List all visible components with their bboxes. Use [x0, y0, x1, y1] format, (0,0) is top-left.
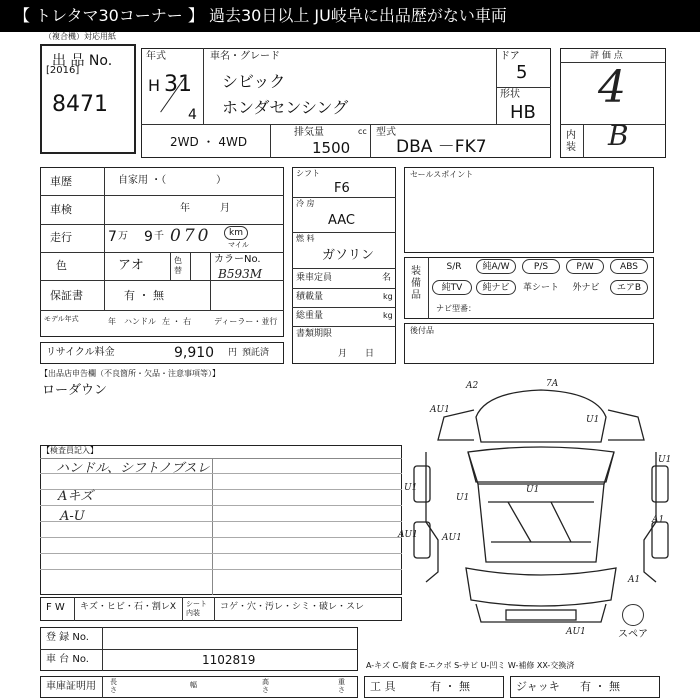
size-length: 長さ [110, 678, 117, 694]
jack-label: ジャッキ [516, 680, 560, 693]
equip-leather: 革シート [522, 283, 559, 293]
year-era: H [148, 76, 161, 95]
interior-label: 内装 [566, 130, 576, 153]
doc-label: 書類期限 [296, 329, 333, 339]
color-label: 色 [56, 259, 67, 272]
mark-au1-side: AU1 [398, 530, 418, 540]
inspector-note-2: Aキズ [58, 489, 94, 504]
mark-au1-left: AU1 [430, 405, 450, 415]
mark-u1-center: U1 [526, 485, 540, 495]
handle-value: 左 ・ 右 [162, 317, 192, 326]
navi-model-label: ナビ型番： [436, 304, 476, 313]
damage-legend: A-キズ C-腐食 E-エクボ S-サビ U-凹ミ W-補修 XX-交換済 [366, 661, 575, 670]
weight-unit: kg [383, 311, 393, 320]
recycle-label: リサイクル料金 [46, 347, 115, 358]
after-parts-box [404, 323, 654, 364]
cc-unit: cc [358, 127, 367, 136]
mark-u1-rf: U1 [586, 415, 600, 425]
year-unit: 年 [108, 317, 116, 326]
inspector-label: 【検査員記入】 [42, 446, 98, 455]
equip-abs: ABS [610, 259, 648, 274]
seller-text: ローダウン [42, 383, 108, 398]
lot-label: 出 品 No. [52, 53, 113, 69]
weight-label: 総重量 [296, 311, 324, 321]
size-width: 幅 [190, 681, 197, 689]
load-label: 積載量 [296, 292, 324, 302]
handle-label: ハンドル [124, 317, 156, 326]
mileage-man: 7 [108, 229, 117, 245]
mile-option: マイル [228, 241, 249, 249]
seat-value: コゲ・穴・汚レ・シミ・破レ・スレ [220, 602, 365, 612]
history-label: 車歴 [50, 175, 72, 188]
equip-airbag: エアB [610, 280, 648, 295]
capacity-label: 乗車定員 [296, 273, 333, 283]
equip-aw: 純A/W [476, 259, 516, 274]
body-label: 形状 [500, 89, 520, 100]
color-change-label: 色替 [174, 256, 182, 275]
displacement-label: 排気量 [294, 127, 324, 138]
equip-tv: 純TV [432, 280, 472, 295]
seller-label: 【出品店申告欄（不良箇所・欠品・注意事項等）】 [40, 369, 220, 378]
shift-value: F6 [334, 181, 350, 196]
size-weight: 重さ [338, 678, 345, 694]
mark-au1-rear: AU1 [442, 533, 462, 543]
year-label: 年式 [146, 51, 166, 62]
dealer-label: ディーラー・並行 [214, 317, 278, 326]
capacity-unit: 名 [382, 273, 392, 283]
load-unit: kg [383, 292, 393, 301]
equip-ps: P/S [522, 259, 560, 274]
mileage-rest: 070 [170, 226, 212, 246]
sales-point-box [404, 167, 654, 253]
chassis-label: 車 台 No. [46, 654, 89, 665]
mark-7a: 7A [546, 379, 559, 389]
rating-label: 評 価 点 [590, 51, 623, 61]
mark-u1-left: U1 [404, 483, 418, 493]
seat-label: シート内装 [186, 600, 207, 617]
equip-navi: 純ナビ [476, 280, 516, 295]
body-value: HB [510, 102, 536, 123]
recycle-unit: 円 [228, 348, 238, 358]
model-year-label: モデル年式 [44, 315, 79, 323]
mark-au1-bottom: AU1 [566, 627, 586, 637]
car-name: シビック [222, 72, 286, 91]
shift-label: シフト [296, 169, 320, 178]
displacement-value: 1500 [312, 139, 351, 157]
door-value: 5 [516, 62, 528, 83]
spare-label: スペア [618, 629, 648, 640]
inspector-note-1: ハンドル、シフトノブスレ [56, 461, 210, 476]
equip-sr: S/R [446, 262, 462, 272]
fw-value: キズ・ヒビ・石・割レX [80, 602, 176, 612]
ac-label: 冷 房 [296, 199, 315, 208]
jack-value: 有 ・ 無 [580, 680, 620, 693]
warranty-label: 保証書 [50, 289, 83, 302]
garage-cert-label: 車庫証明用 [46, 681, 96, 692]
size-height: 高さ [262, 678, 269, 694]
tools-value: 有 ・ 無 [430, 680, 470, 693]
lot-number: 8471 [52, 92, 108, 117]
man-unit: 万 [118, 231, 128, 242]
year-value: 31 [164, 72, 192, 97]
model-label: 型式 [376, 127, 396, 138]
color-no-value: B593M [218, 267, 263, 281]
km-option: km [224, 226, 248, 240]
fuel-label: 燃 料 [296, 234, 315, 243]
color-value: アオ [118, 258, 144, 273]
mileage-sen: 9 [144, 229, 153, 245]
sales-point-label: セールスポイント [410, 170, 474, 179]
form-note: （複合機）対応用紙 [44, 32, 116, 41]
registration-label: 登 録 No. [46, 632, 89, 643]
fw-label: F W [46, 602, 65, 613]
fuel-value: ガソリン [322, 248, 375, 263]
ac-value: AAC [328, 213, 355, 228]
spare-tire-icon [622, 604, 644, 626]
banner-text: 【 トレタマ30コーナー 】 過去30日以上 JU岐阜に出品歴がない車両 [14, 6, 507, 25]
history-value: 自家用 ・（ ） [118, 175, 227, 186]
mark-a2: A2 [466, 381, 479, 391]
mark-a1-rear: A1 [628, 575, 641, 585]
rating-score: 4 [598, 62, 626, 113]
sen-unit: 千 [154, 231, 164, 242]
color-no-label: カラーNo. [214, 254, 261, 265]
equipment-label: 装備品 [411, 266, 421, 301]
recycle-amount: 9,910 [174, 345, 215, 361]
doc-value: 月 日 [338, 349, 375, 359]
shaken-value: 年 月 [180, 203, 230, 214]
interior-score: B [608, 119, 629, 152]
name-label: 車名・グレード [210, 51, 280, 62]
mark-u1-right: U1 [658, 455, 672, 465]
tools-label: 工 具 [370, 680, 396, 693]
recycle-note: 預託済 [242, 348, 270, 358]
after-parts-label: 後付品 [410, 326, 434, 335]
model-value: DBA －FK7 [396, 137, 487, 157]
warranty-value: 有 ・ 無 [124, 289, 164, 302]
car-damage-diagram [396, 372, 686, 640]
car-grade: ホンダセンシング [222, 98, 349, 117]
chassis-value: 1102819 [202, 653, 256, 667]
door-label: ドア [500, 51, 520, 62]
mark-a1-right: A1 [652, 515, 665, 525]
shaken-label: 車検 [50, 203, 72, 216]
month-value: 4 [188, 107, 197, 123]
drive-value: 2WD ・ 4WD [170, 135, 248, 149]
inspector-note-3: A-U [60, 509, 85, 524]
equip-ext-navi: 外ナビ [572, 283, 600, 293]
mileage-label: 走行 [50, 231, 72, 244]
lot-year-tag: [2016] [46, 65, 80, 76]
equip-pw: P/W [566, 259, 604, 274]
mark-u1-mid: U1 [456, 493, 470, 503]
